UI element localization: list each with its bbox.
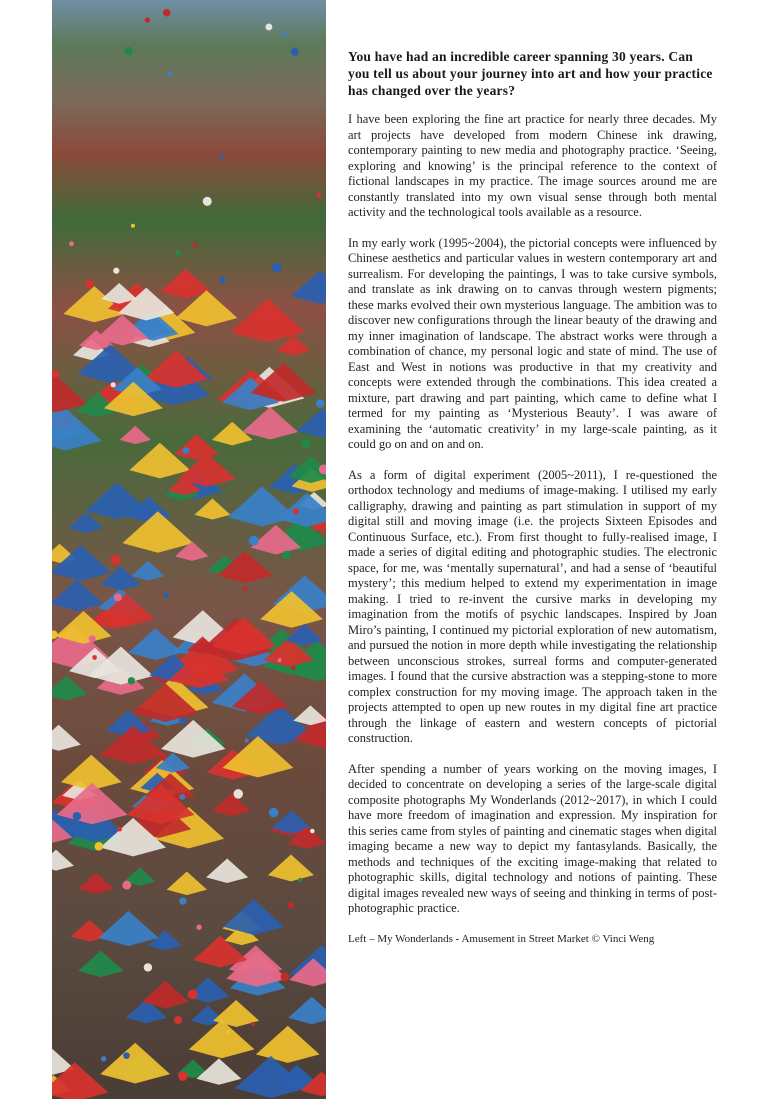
balloon-shape	[122, 881, 131, 890]
balloon-shape	[293, 508, 299, 514]
article-body	[348, 48, 717, 946]
umbrella-shape	[52, 725, 81, 751]
balloon-shape	[52, 370, 59, 378]
umbrella-shape	[212, 422, 252, 446]
balloon-shape	[128, 677, 135, 684]
answer-paragraph-2: In my early work (1995~2004), the pictorial concepts were influenced by Chinese aesthetics and particular values in western contemporary art and surrealism. For developing the paintings, I was to take cursive symbols, and translate as ink drawing on to canvas through western pigments; these marks evolved their own mysterious language. The ambition was to discover new configurations through the linear beauty of the drawing and my inner imagination of landscape. The abstract works were through a combination of chance, my personal logic and state of mind. The use of East and West in notions was productive in that my creativity and concepts were extended through the combinations. This idea created a mixture, part drawing and part painting, which came to define what I termed for my painting as ‘Mysterious Beauty’. I was aware of examining the ‘automatic creativity’ in my large-scale painting, as it could go on and on and on.	[348, 235, 717, 451]
balloon-shape	[278, 658, 282, 662]
answer-paragraph-4: After spending a number of years working on the moving images, I decided to concentrate on developing a series of the large-scale digital composite photographs My Wonderlands (2012~2017), in which I could have more freedom of imagination and expression. My inspiration for this series came from styles of painting and cinematic stages when digital imaging became a new way to depict my fantasylands. Basically, the methods and techniques of the exciting image-making that related to photographic skills, digital technology and notions of painting. These digital images revealed new ways of seeing and thinking in terms of post-photographic practice.	[348, 761, 717, 915]
umbrella-shape	[52, 850, 74, 871]
umbrella-shape	[52, 580, 103, 611]
balloon-shape	[145, 17, 151, 23]
umbrella-shape	[131, 561, 165, 581]
balloon-shape	[163, 593, 168, 598]
balloon-shape	[316, 399, 324, 407]
balloon-shape	[310, 829, 315, 834]
balloon-shape	[234, 789, 243, 798]
artwork-image-street-market	[52, 0, 326, 1099]
umbrella-shape	[256, 1026, 320, 1063]
balloon-shape	[167, 72, 172, 77]
umbrella-shape	[100, 1043, 170, 1084]
balloon-shape	[317, 193, 322, 198]
umbrella-shape	[52, 676, 88, 701]
balloon-shape	[101, 1056, 106, 1061]
balloon-shape	[281, 972, 290, 981]
umbrella-shape	[120, 426, 151, 444]
balloon-shape	[226, 1030, 231, 1035]
answer-paragraph-1: I have been exploring the fine art practice for nearly three decades. My art projects have developed from modern Chinese ink drawing, contemporary painting to new media and photography practice. ‘Seeing, exploring and knowing’ is the principal reference to the context of fictional landscapes in my practice. The image sources around me are constantly translated into my own visual sense through both mental activity and the technological tools available as a resource.	[348, 112, 717, 219]
balloon-shape	[175, 250, 180, 255]
balloon-shape	[188, 990, 198, 1000]
balloon-shape	[245, 738, 249, 742]
umbrella-shape	[288, 997, 326, 1025]
balloon-shape	[298, 878, 302, 882]
umbrella-shape	[212, 794, 251, 817]
balloon-shape	[174, 1016, 182, 1024]
umbrella-market-illustration	[52, 0, 326, 1099]
balloon-shape	[196, 924, 202, 930]
balloon-shape	[219, 276, 226, 283]
balloon-shape	[113, 268, 119, 274]
umbrella-shape	[128, 628, 182, 660]
balloon-shape	[179, 717, 186, 724]
balloon-shape	[272, 263, 282, 273]
balloon-shape	[283, 32, 287, 36]
balloon-shape	[92, 655, 97, 660]
balloon-shape	[220, 155, 224, 159]
balloon-shape	[163, 9, 170, 16]
balloon-shape	[265, 24, 272, 31]
umbrella-shape	[277, 336, 311, 356]
umbrella-shape	[268, 854, 314, 881]
umbrella-shape	[78, 951, 123, 978]
umbrella-shape	[230, 299, 305, 343]
balloon-shape	[243, 587, 248, 592]
balloon-shape	[180, 794, 186, 800]
umbrella-shape	[68, 512, 103, 533]
balloon-shape	[86, 280, 94, 288]
umbrella-shape	[175, 434, 219, 460]
umbrella-shape	[167, 872, 207, 896]
umbrella-shape	[99, 911, 159, 946]
balloon-shape	[69, 241, 74, 246]
interview-question: You have had an incredible career spanning 30 years. Can you tell us about your journey into art and how your practice has changed over the years?	[348, 49, 713, 98]
balloon-shape	[95, 842, 104, 851]
balloon-shape	[203, 197, 212, 206]
balloon-shape	[269, 808, 279, 818]
umbrella-shape	[78, 873, 114, 894]
balloon-shape	[110, 555, 120, 565]
balloon-shape	[193, 243, 198, 248]
umbrella-shape	[291, 270, 326, 304]
umbrella-shape	[242, 407, 298, 440]
umbrella-shape	[206, 858, 248, 883]
balloon-shape	[288, 902, 294, 908]
balloon-shape	[117, 827, 122, 832]
balloon-shape	[291, 665, 296, 670]
balloon-shape	[251, 1022, 255, 1026]
balloon-shape	[111, 382, 116, 387]
balloon-shape	[249, 536, 259, 546]
balloon-shape	[301, 439, 310, 448]
balloon-shape	[123, 1052, 130, 1059]
balloon-shape	[124, 47, 133, 56]
balloon-shape	[282, 551, 291, 560]
balloon-shape	[52, 630, 58, 639]
balloon-shape	[179, 897, 186, 904]
image-caption: Left – My Wonderlands - Amusement in Street Market © Vinci Weng	[348, 932, 655, 945]
balloon-shape	[131, 224, 135, 228]
balloon-shape	[114, 593, 122, 601]
umbrella-shape	[297, 408, 326, 437]
balloon-shape	[291, 48, 299, 56]
balloon-shape	[183, 447, 190, 454]
balloon-shape	[178, 1072, 187, 1081]
balloon-shape	[89, 635, 96, 642]
balloon-shape	[144, 963, 152, 971]
balloon-shape	[73, 812, 81, 820]
umbrella-shape	[194, 499, 230, 520]
umbrella-shape	[189, 1020, 255, 1058]
answer-paragraph-3: As a form of digital experiment (2005~2011), I re-questioned the orthodox technology and mediums of image-making. I utilised my early calligraphy, drawing and painting as part stimulation in support of my digital still and moving image (i.e. the projects Sixteen Episodes and Continuous Surface, etc.). From first thought to fully-realised image, I made a series of digital editing and photographic studies. The electronic space, for me, was ‘mentally supernatural’, and had a sense of ‘beautiful mystery’; this medium helped to extend my experimentation in image making. I tried to re-invent the cursive marks in developing my imagination from the motifs of psychic landscapes. Inspired by Joan Miro’s painting, I continued my pictorial exploration of new automatism, and pursued the notion in more depth while investigating the relationship between unconscious strokes, surreal forms and computer-generated images. I found that the cursive abstraction was a stepping-stone to more complex construction for my moving image. The approach taken in the projects attempted to open up new routes in my digital fine art practice through the linkage of eastern and western concepts of pictorial construction.	[348, 467, 717, 745]
